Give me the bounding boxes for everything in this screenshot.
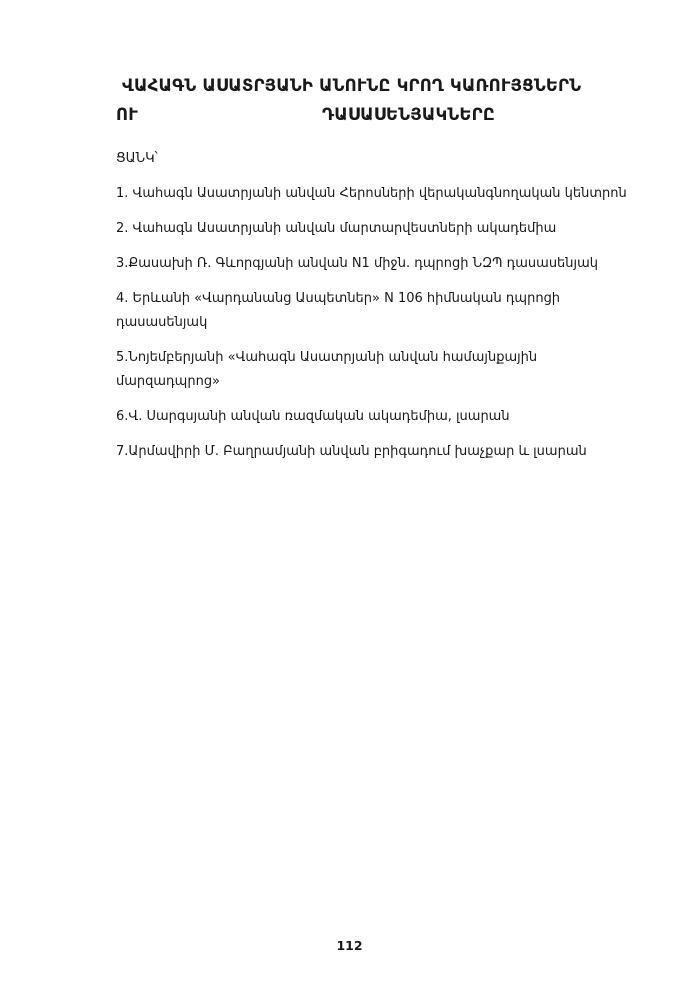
list-item: 6.Վ. Սարգսյանի անվան ռազմական ակադեմիա, լսարան — [116, 409, 510, 424]
document-title-line-1: ՎԱՀԱԳՆ ԱՍԱՏՐՅԱՆԻ ԱՆՈՒՆԸ ԿՐՈՂ ԿԱՌՈՒՅՑՆԵՐՆ — [122, 76, 582, 95]
list-item: 4. Երևանի «Վարդանանց Ասպետներ» N 106 հիմնական դպրոցի դասասենյակ — [116, 291, 561, 330]
page-number: 112 — [336, 938, 363, 953]
document-title-line-2-left: ՈՒ — [116, 105, 138, 124]
facility-list — [116, 182, 636, 475]
document-title-line-2-right: ԴԱՍԱՍԵՆՅԱԿՆԵՐԸ — [322, 105, 495, 124]
list-item: 1. Վահագն Ասատրյանի անվան Հերոսների վերականգնողական կենտրոն — [116, 186, 627, 201]
list-item: 7.Արմավիրի Մ. Բաղրամյանի անվան բրիգադում խաչքար և լսարան — [116, 444, 587, 459]
list-heading: ՑԱՆԿ՝ — [116, 151, 158, 166]
list-item: 2. Վահագն Ասատրյանի անվան մարտարվեստների ակադեմիա — [116, 221, 557, 236]
list-item: 3.Քասախի Ռ. Գևորգյանի անվան N1 միջն. դպրոցի ՆԶՊ դասասենյակ — [116, 256, 598, 271]
list-item: 5.Նոյեմբերյանի «Վահագն Ասատրյանի անվան համայնքային մարզադպրոց» — [116, 350, 538, 389]
